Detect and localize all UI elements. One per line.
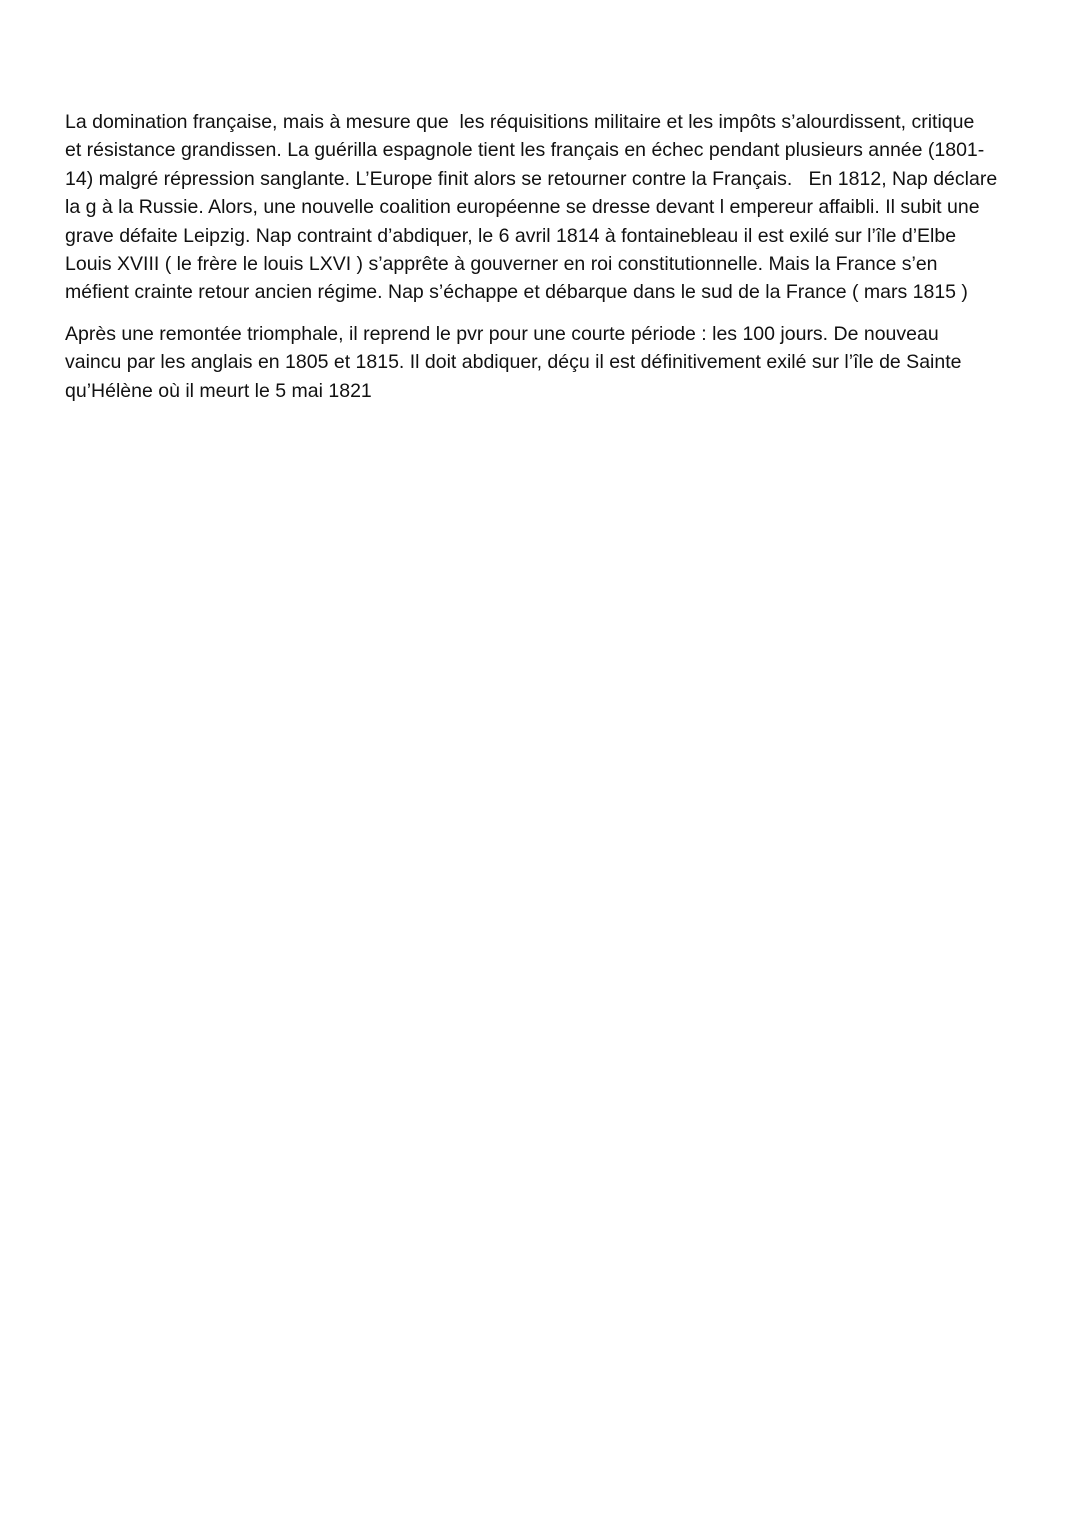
text-line: la g à la Russie. Alors, une nouvelle coalition européenne se dresse devant l empereur affaibli. Il subit une <box>65 196 980 219</box>
text-line: qu’Hélène où il meurt le 5 mai 1821 <box>65 379 372 402</box>
text-line: vaincu par les anglais en 1805 et 1815. Il doit abdiquer, déçu il est définitivement exilé sur l’île de Sainte <box>65 351 962 374</box>
text-line: La domination française, mais à mesure que les réquisitions militaire et les impôts s’alourdissent, critique <box>65 111 975 133</box>
text-line: méfient crainte retour ancien régime. Nap s’échappe et débarque dans le sud de la France ( mars 1815 ) <box>65 281 968 304</box>
text-line: et résistance grandissen. La guérilla espagnole tient les français en échec pendant plusieurs année (1801- <box>65 139 985 162</box>
paragraph-2 <box>65 320 1025 405</box>
text-line: grave défaite Leipzig. Nap contraint d’abdiquer, le 6 avril 1814 à fontainebleau il est exilé sur l’île d’Elbe <box>65 224 957 247</box>
paragraph-1 <box>65 108 1025 307</box>
text-line: Louis XVIII ( le frère le louis LXVI ) s’apprête à gouverner en roi constitutionnelle. Mais la France s’en <box>65 253 938 276</box>
document-body <box>65 108 1025 405</box>
text-line: Après une remontée triomphale, il reprend le pvr pour une courte période : les 100 jours. De nouveau <box>65 322 939 345</box>
text-line: 14) malgré répression sanglante. L’Europe finit alors se retourner contre la Français. En 1812, Nap déclare <box>65 167 998 190</box>
